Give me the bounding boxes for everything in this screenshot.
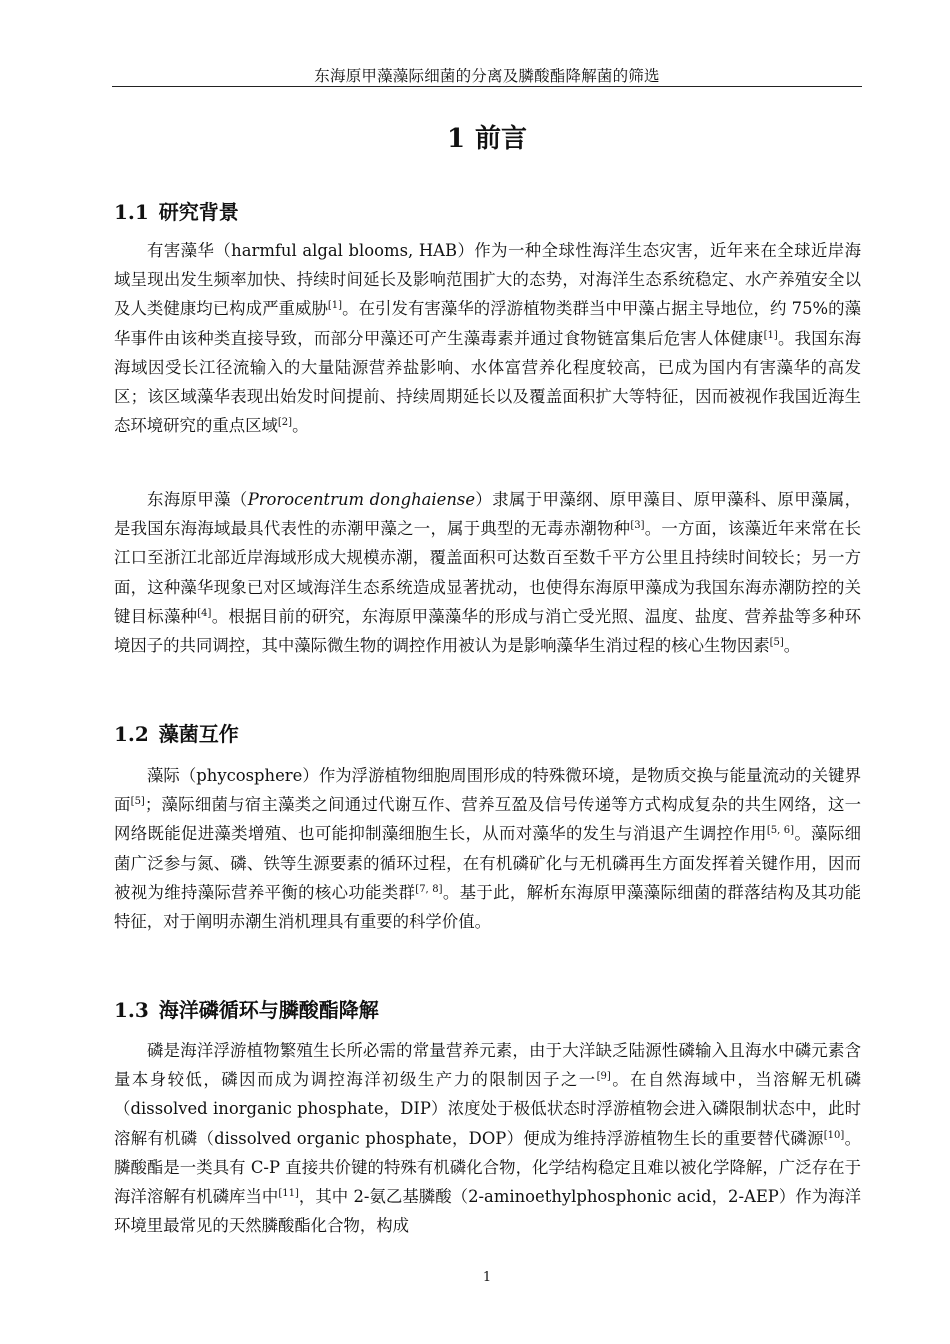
paragraph-text: 东海原甲藻（: [147, 490, 248, 509]
section-number: 1.3: [114, 998, 149, 1022]
citation-ref: [4]: [197, 607, 212, 619]
paragraph-text: 藻际（phycosphere）作为浮游植物细胞周围形成的特殊微环境，是物质交换与能量流动的关键界面: [114, 766, 861, 815]
section-number: 1.2: [114, 722, 149, 746]
paragraph: [114, 761, 861, 936]
paragraph: [114, 1036, 861, 1240]
paragraph: [114, 236, 861, 440]
citation-ref: [10]: [823, 1129, 845, 1141]
paragraph-text: 。藻际细菌广泛参与氮、磷、铁等生源要素的循环过程，在有机磷矿化与无机磷再生方面发挥着关键作用，因而被视为维持藻际营养平衡的核心功能类群: [114, 824, 862, 902]
chapter-number: 1: [446, 124, 466, 154]
citation-ref: [5]: [769, 637, 784, 649]
citation-ref: [7, 8]: [415, 883, 443, 895]
paragraph-text: 。: [783, 636, 801, 656]
paragraph-text: ；藻际细菌与宿主藻类之间通过代谢互作、营养互盈及信号传递等方式构成复杂的共生网络，这一网络既能促进藻类增殖、也可能抑制藻细胞生长，从而对藻华的发生与消退产生调控作用: [114, 795, 862, 844]
paragraph-text: 。一方面，该藻近年来常在长江口至浙江北部近岸海域形成大规模赤潮，覆盖面积可达数百至数千平方公里且持续时间较长；另一方面，这种藻华现象已对区域海洋生态系统造成显著扰动，也使得东海原甲藻成为我国东海赤潮防控的关键目标藻种: [114, 519, 862, 626]
header-rule: [112, 86, 862, 87]
section-title-text: 海洋磷循环与膦酸酯降解: [158, 998, 379, 1022]
paragraph-text: 。我国东海海域因受长江径流输入的大量陆源营养盐影响、水体富营养化程度较高，已成为国内有害藻华的高发区；该区域藻华表现出始发时间提前、持续周期延长以及覆盖面积扩大等特征，因而被视作我国近海生态环境研究的重点区域: [114, 328, 862, 436]
paragraph-text: 。: [292, 416, 309, 436]
paragraph-text: 。在引发有害藻华的浮游植物类群当中甲藻占据主导地位，约 75%的藻华事件由该种类直接导致，而部分甲藻还可产生藻毒素并通过食物链富集后危害人体健康: [114, 299, 862, 348]
citation-ref: [11]: [278, 1188, 299, 1200]
citation-ref: [3]: [630, 520, 645, 532]
section-title-text: 研究背景: [158, 200, 239, 224]
paragraph-text: 。根据目前的研究，东海原甲藻藻华的形成与消亡受光照、温度、盐度、营养盐等多种环境因子的共同调控，其中藻际微生物的调控作用被认为是影响藻华生消过程的核心生物因素: [114, 606, 862, 656]
paragraph-text: 磷是海洋浮游植物繁殖生长所必需的常量营养元素，由于大洋缺乏陆源性磷输入且海水中磷元素含量本身较低，磷因而成为调控海洋初级生产力的限制因子之一: [114, 1041, 861, 1090]
paragraph-text: 。膦酸酯是一类具有 C-P 直接共价键的特殊有机磷化合物，化学结构稳定且难以被化学降解，广泛存在于海洋溶解有机磷库当中: [114, 1128, 862, 1207]
paragraph-text: ）隶属于甲藻纲、原甲藻目、原甲藻科、原甲藻属，是我国东海海域最具代表性的赤潮甲藻之一，属于典型的无毒赤潮物种: [114, 490, 861, 539]
paragraph-text: 。在自然海域中，当溶解无机磷（dissolved inorganic phosphate，DIP）浓度处于极低状态时浮游植物会进入磷限制状态中，此时溶解有机磷（dissolved organic phosphate，DOP）便成为维持浮游植物生长的重要替代磷源: [114, 1070, 861, 1148]
chapter-title-text: 前言: [475, 124, 528, 154]
citation-ref: [5, 6]: [766, 825, 795, 837]
chapter-title: [112, 118, 862, 155]
section-heading-1-1: [114, 196, 239, 225]
paragraph-text: 有害藻华（harmful algal blooms, HAB）作为一种全球性海洋生态灾害，近年来在全球近岸海域呈现出发生频率加快、持续时间延长及影响范围扩大的态势，对海洋生态系统稳定、水产养殖安全以及人类健康均已构成严重威胁: [114, 241, 861, 319]
citation-ref: [2]: [277, 417, 293, 429]
running-header: 东海原甲藻藻际细菌的分离及膦酸酯降解菌的筛选: [314, 67, 660, 85]
citation-ref: [9]: [596, 1071, 611, 1083]
page-number: 1: [482, 1270, 492, 1285]
paragraph: [114, 485, 861, 660]
citation-ref: [1]: [763, 329, 778, 341]
section-number: 1.1: [114, 200, 149, 224]
citation-ref: [5]: [130, 796, 145, 808]
paragraph-text: ，其中 2-氨乙基膦酸（2-aminoethylphosphonic acid，2-AEP）作为海洋环境里最常见的天然膦酸酯化合物，构成: [114, 1187, 861, 1236]
section-heading-1-2: [114, 718, 239, 747]
species-name: Prorocentrum donghaiense: [247, 490, 476, 509]
paragraph-text: 。基于此，解析东海原甲藻藻际细菌的群落结构及其功能特征，对于阐明赤潮生消机理具有重要的科学价值。: [114, 882, 861, 932]
section-title-text: 藻菌互作: [158, 722, 239, 746]
section-heading-1-3: [114, 994, 379, 1023]
citation-ref: [1]: [327, 300, 343, 312]
